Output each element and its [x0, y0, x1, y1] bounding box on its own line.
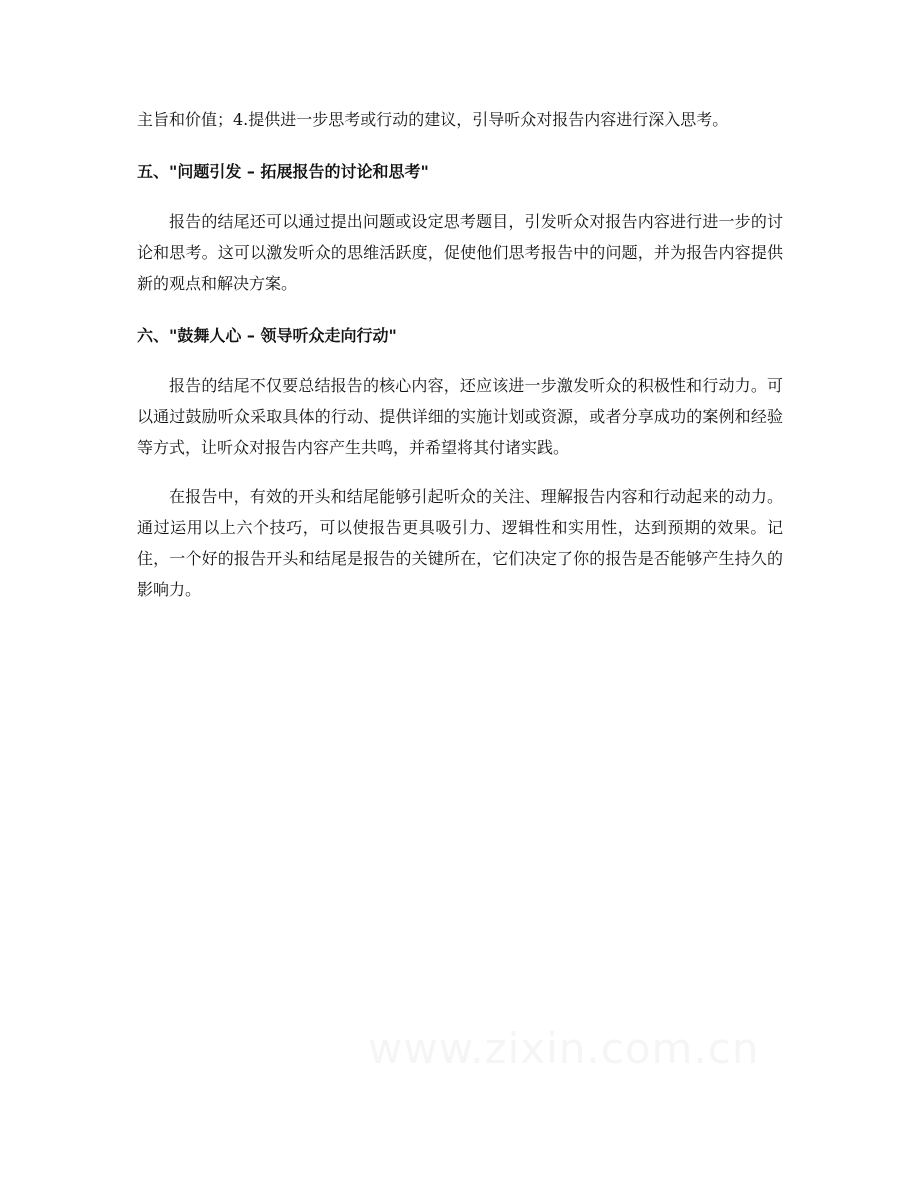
watermark-text: www.zixin.com.cn [368, 1024, 760, 1073]
spacer [137, 348, 783, 370]
section-5-heading: 五、"问题引发 – 拓展报告的讨论和思考" [137, 162, 429, 181]
document-body [137, 104, 783, 605]
spacer [137, 135, 783, 160]
conclusion-paragraph: 在报告中，有效的开头和结尾能够引起听众的关注、理解报告内容和行动起来的动力。通过运用以上六个技巧，可以使报告更具吸引力、逻辑性和实用性，达到预期的效果。记住，一个好的报告开头和结尾是报告的关键所在，它们决定了你的报告是否能够产生持久的影响力。 [137, 487, 783, 599]
section-5-paragraph: 报告的结尾还可以通过提出问题或设定思考题目，引发听众对报告内容进行进一步的讨论和思考。这可以激发听众的思维活跃度，促使他们思考报告中的问题，并为报告内容提供新的观点和解决方案。 [137, 212, 783, 293]
spacer [137, 184, 783, 206]
intro-continuation-paragraph: 主旨和价值；4.提供进一步思考或行动的建议，引导听众对报告内容进行深入思考。 [137, 110, 729, 129]
spacer [137, 463, 783, 481]
section-6-paragraph: 报告的结尾不仅要总结报告的核心内容，还应该进一步激发听众的积极性和行动力。可以通过鼓励听众采取具体的行动、提供详细的实施计划或资源，或者分享成功的案例和经验等方式，让听众对报告内容产生共鸣，并希望将其付诸实践。 [137, 376, 783, 457]
section-6-heading: 六、"鼓舞人心 – 领导听众走向行动" [137, 326, 397, 345]
spacer [137, 299, 783, 324]
